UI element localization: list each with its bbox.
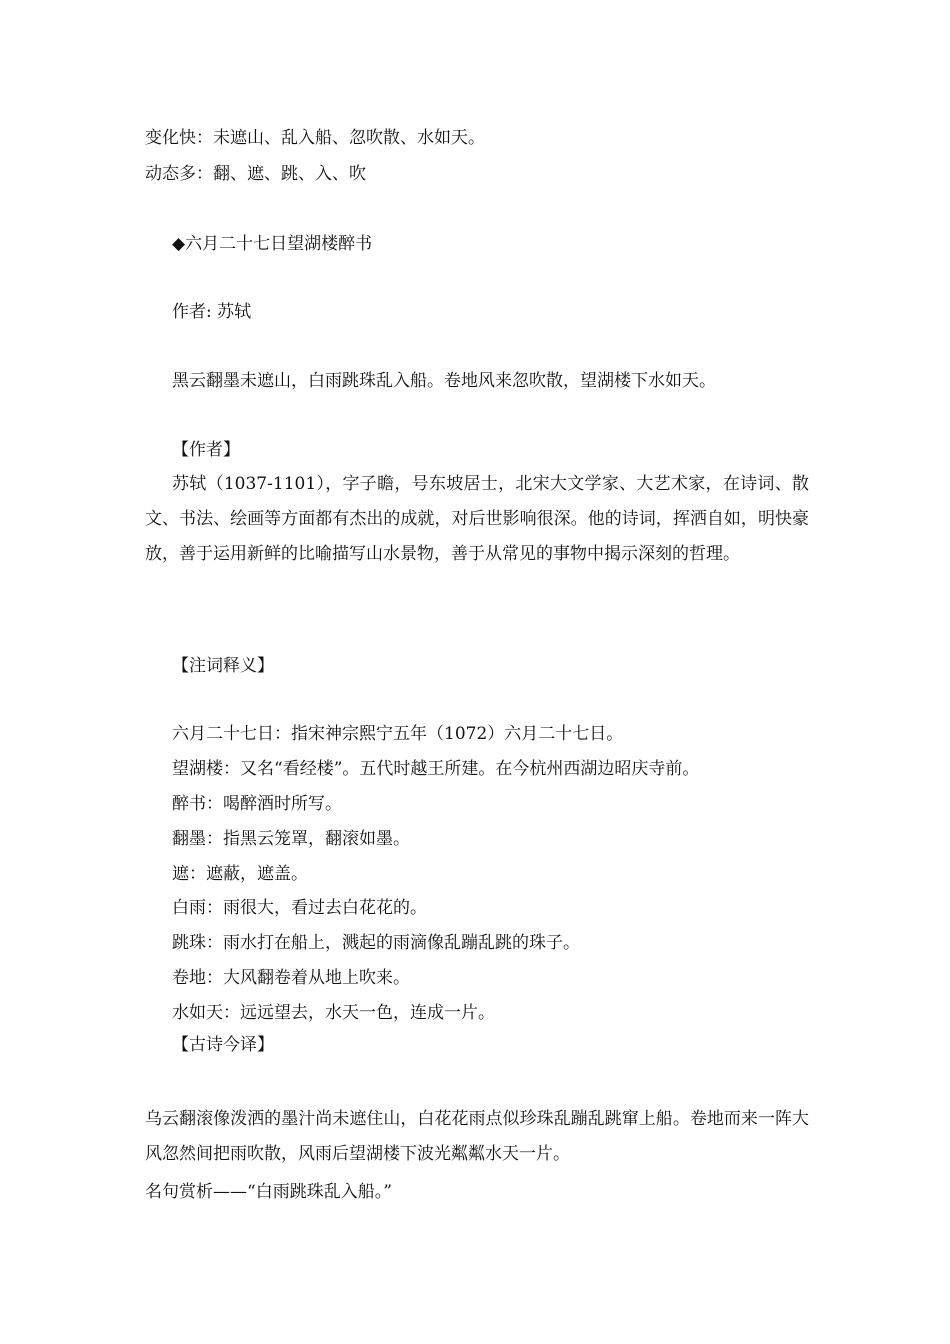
note-item: 六月二十七日：指宋神宗熙宁五年（1072）六月二十七日。 [172,724,624,744]
note-item: 遮：遮蔽，遮盖。 [172,864,308,884]
dynamic-many-line: 动态多：翻、遮、跳、入、吹 [145,164,366,184]
notes-heading: 【注词释义】 [172,656,274,676]
author-body: 苏轼（1037-1101），字子瞻，号东坡居士，北宋大文学家、大艺术家，在诗词、散文、书法、绘画等方面都有杰出的成就，对后世影响很深。他的诗词，挥洒自如，明快豪放，善于运用新鲜的比喻描写山水景物，善于从常见的事物中揭示深刻的哲理。 [145,474,809,564]
translation-body: 乌云翻滚像泼洒的墨汁尚未遮住山，白花花雨点似珍珠乱蹦乱跳窜上船。卷地而来一阵大风忽然间把雨吹散，风雨后望湖楼下波光粼粼水天一片。 [145,1109,809,1164]
note-item: 醉书：喝醉酒时所写。 [172,794,342,814]
famous-line-appreciation: 名句赏析——“白雨跳珠乱入船。” [145,1182,392,1202]
poem-text: 黑云翻墨未遮山，白雨跳珠乱入船。卷地风来忽吹散，望湖楼下水如天。 [172,371,716,391]
note-item: 跳珠：雨水打在船上，溅起的雨滴像乱蹦乱跳的珠子。 [172,933,580,953]
note-item: 卷地：大风翻卷着从地上吹来。 [172,968,410,988]
poem-title: ◆六月二十七日望湖楼醉书 [172,234,373,254]
note-item: 白雨：雨很大，看过去白花花的。 [172,898,427,918]
translation-heading: 【古诗今译】 [172,1035,274,1055]
poem-author-line: 作者: 苏轼 [172,302,252,322]
author-heading: 【作者】 [172,440,240,460]
note-item: 望湖楼：又名“看经楼”。五代时越王所建。在今杭州西湖边昭庆寺前。 [172,759,700,779]
change-fast-line: 变化快：未遮山、乱入船、忽吹散、水如天。 [145,128,485,148]
note-item: 水如天：远远望去，水天一色，连成一片。 [172,1003,495,1023]
note-item: 翻墨：指黑云笼罩，翻滚如墨。 [172,829,410,849]
